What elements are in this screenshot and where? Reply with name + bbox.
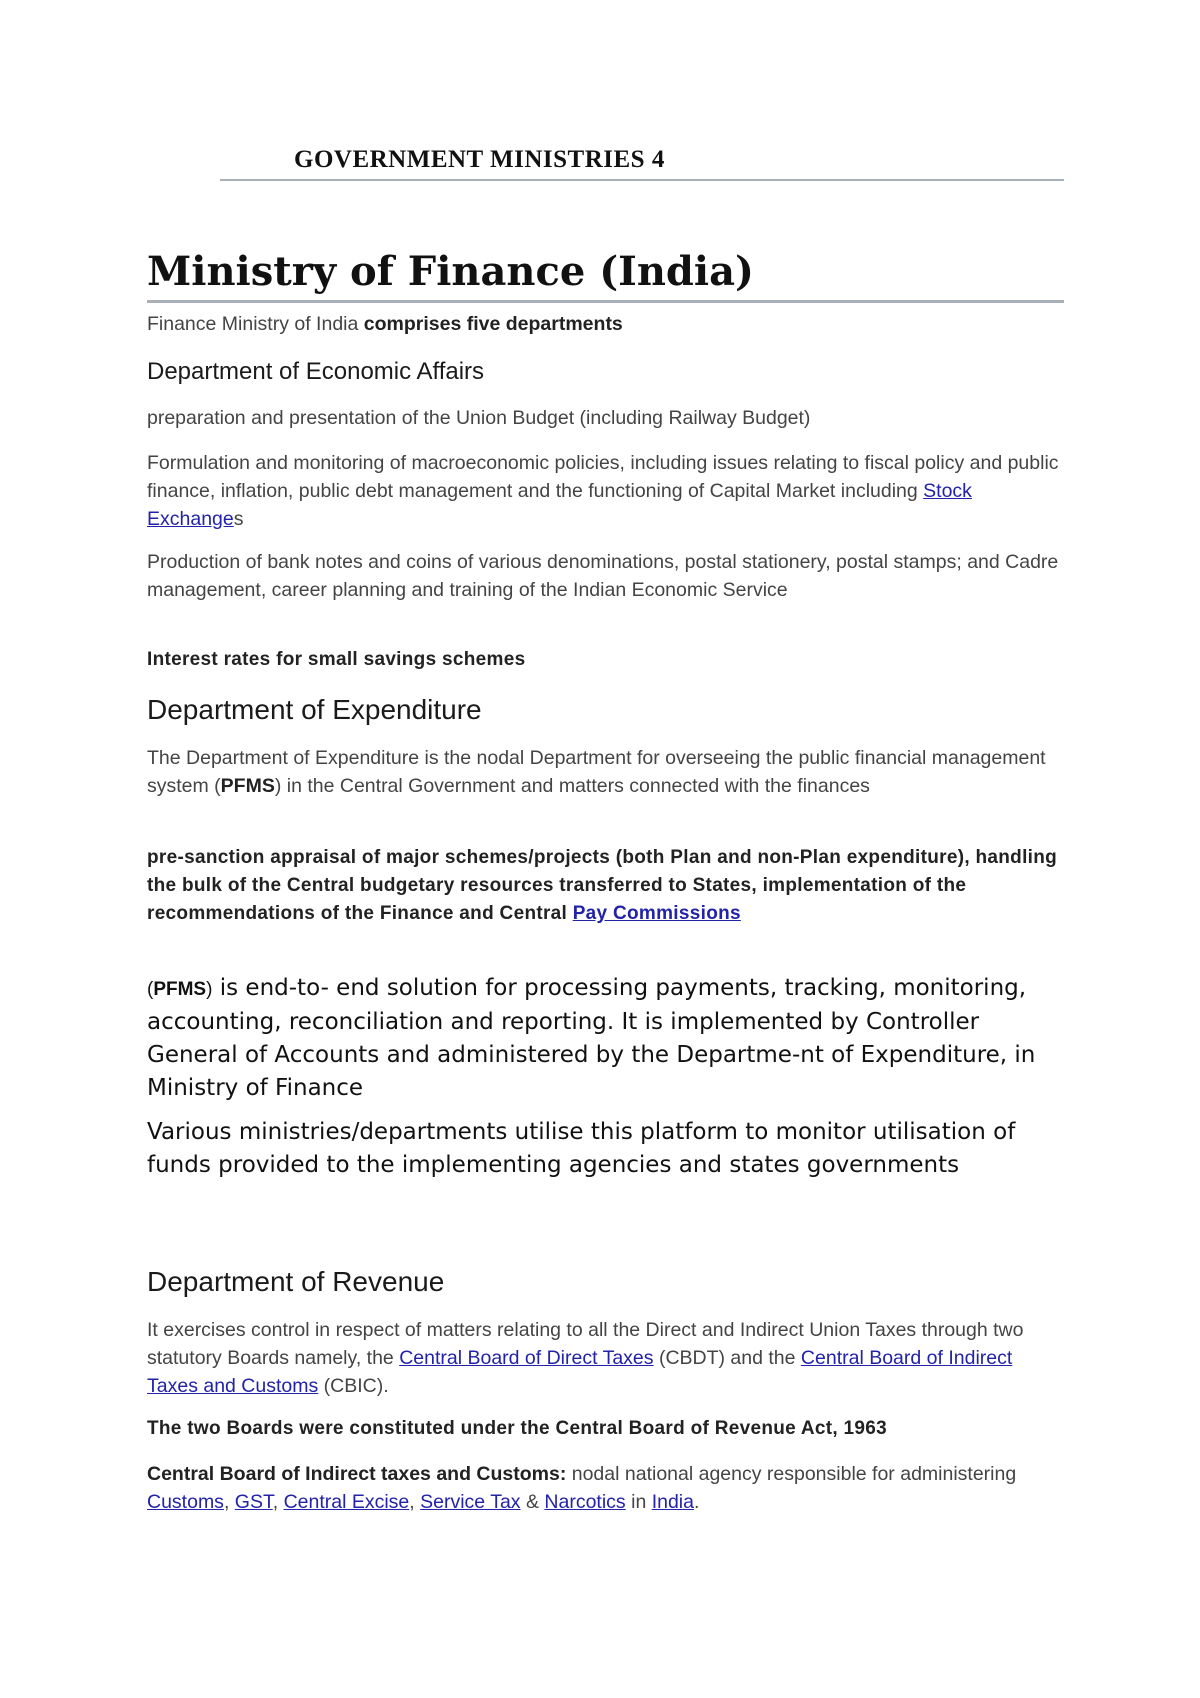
heading-economic-affairs: Department of Economic Affairs: [147, 358, 485, 385]
expenditure-p3-bold: PFMS: [153, 979, 207, 1000]
link-stock-exchange[interactable]: Stock Exchange: [147, 480, 972, 530]
expenditure-p1-bold: PFMS: [220, 775, 275, 797]
economic-p2-text: Formulation and monitoring of macroeconomic policies, including issues relating to fiscal policy and public finance, inflation, public debt management and the functioning of Capital Market including: [147, 452, 1059, 502]
expenditure-p4: Various ministries/departments utilise this platform to monitor utilisation of funds provided to the implementing agencies and states governments: [147, 1119, 1016, 1178]
link-central-excise[interactable]: Central Excise: [283, 1491, 410, 1513]
expenditure-p2-text: pre-sanction appraisal of major schemes/projects (both Plan and non-Plan expenditure), handling the bulk of the Central budgetary resources transferred to States, implementation of the recommendations of the Finance and Central: [147, 847, 1058, 924]
link-customs[interactable]: Customs: [147, 1491, 224, 1513]
link-cbdt[interactable]: Central Board of Direct Taxes: [399, 1347, 654, 1369]
link-cbic[interactable]: Central Board of Indirect Taxes and Customs: [147, 1347, 1013, 1397]
expenditure-p3-text: is end-to- end solution for processing payments, tracking, monitoring, accounting, reconciliation and reporting. It is implemented by Controller General of Accounts and administered by the Departme-nt of Expenditure, in Ministry of Finance: [147, 975, 1036, 1101]
economic-p1: preparation and presentation of the Union Budget (including Railway Budget): [147, 407, 811, 429]
economic-p3: Production of bank notes and coins of various denominations, postal stationery, postal stamps; and Cadre management, career planning and training of the Indian Economic Service: [147, 551, 1059, 601]
economic-p2: [147, 449, 1064, 533]
expenditure-p1-b: ) in the Central Government and matters connected with the finances: [274, 775, 870, 797]
heading-expenditure: Department of Expenditure: [147, 694, 482, 725]
link-india[interactable]: India: [651, 1491, 694, 1513]
expenditure-p1-a: The Department of Expenditure is the nodal Department for overseeing the public financial management system (: [147, 747, 1046, 797]
link-narcotics[interactable]: Narcotics: [544, 1491, 626, 1513]
revenue-p2: The two Boards were constituted under the Central Board of Revenue Act, 1963: [147, 1418, 888, 1439]
economic-p4: Interest rates for small savings schemes: [147, 649, 526, 670]
revenue-p1-b: (CBDT) and the: [653, 1347, 801, 1369]
revenue-p1-a: It exercises control in respect of matters relating to all the Direct and Indirect Union Taxes through two statutory Boards namely, the: [147, 1319, 1024, 1369]
revenue-p3-a: nodal national agency responsible for administering: [566, 1463, 1017, 1485]
page-title: Ministry of Finance (India): [147, 244, 1064, 303]
link-pay-commissions[interactable]: Pay Commissions: [572, 903, 741, 924]
expenditure-p3-close: ): [206, 979, 213, 1000]
expenditure-p3-open: (: [147, 979, 154, 1000]
running-head-text: GOVERNMENT MINISTRIES 4: [294, 146, 665, 173]
revenue-p3: [147, 1460, 1064, 1516]
revenue-sep: ,: [409, 1491, 421, 1513]
revenue-end: .: [694, 1491, 700, 1513]
revenue-sep: in: [625, 1491, 652, 1513]
revenue-sep: ,: [272, 1491, 284, 1513]
link-gst[interactable]: GST: [234, 1491, 273, 1513]
expenditure-p2: [147, 844, 1064, 928]
revenue-sep: ,: [223, 1491, 235, 1513]
revenue-p1-c: (CBIC).: [318, 1375, 389, 1397]
expenditure-p3: [147, 972, 1064, 1105]
heading-revenue: Department of Revenue: [147, 1266, 445, 1297]
intro-text: Finance Ministry of India: [147, 313, 364, 335]
intro-bold: comprises five departments: [363, 313, 623, 335]
link-service-tax[interactable]: Service Tax: [420, 1491, 521, 1513]
intro-paragraph: [147, 310, 1064, 338]
running-head: [220, 146, 1064, 181]
revenue-p3-bold: Central Board of Indirect taxes and Customs:: [147, 1463, 567, 1485]
economic-p2-tail: s: [233, 508, 244, 530]
revenue-p1: [147, 1316, 1064, 1400]
revenue-sep: &: [520, 1491, 545, 1513]
expenditure-p1: [147, 744, 1064, 800]
